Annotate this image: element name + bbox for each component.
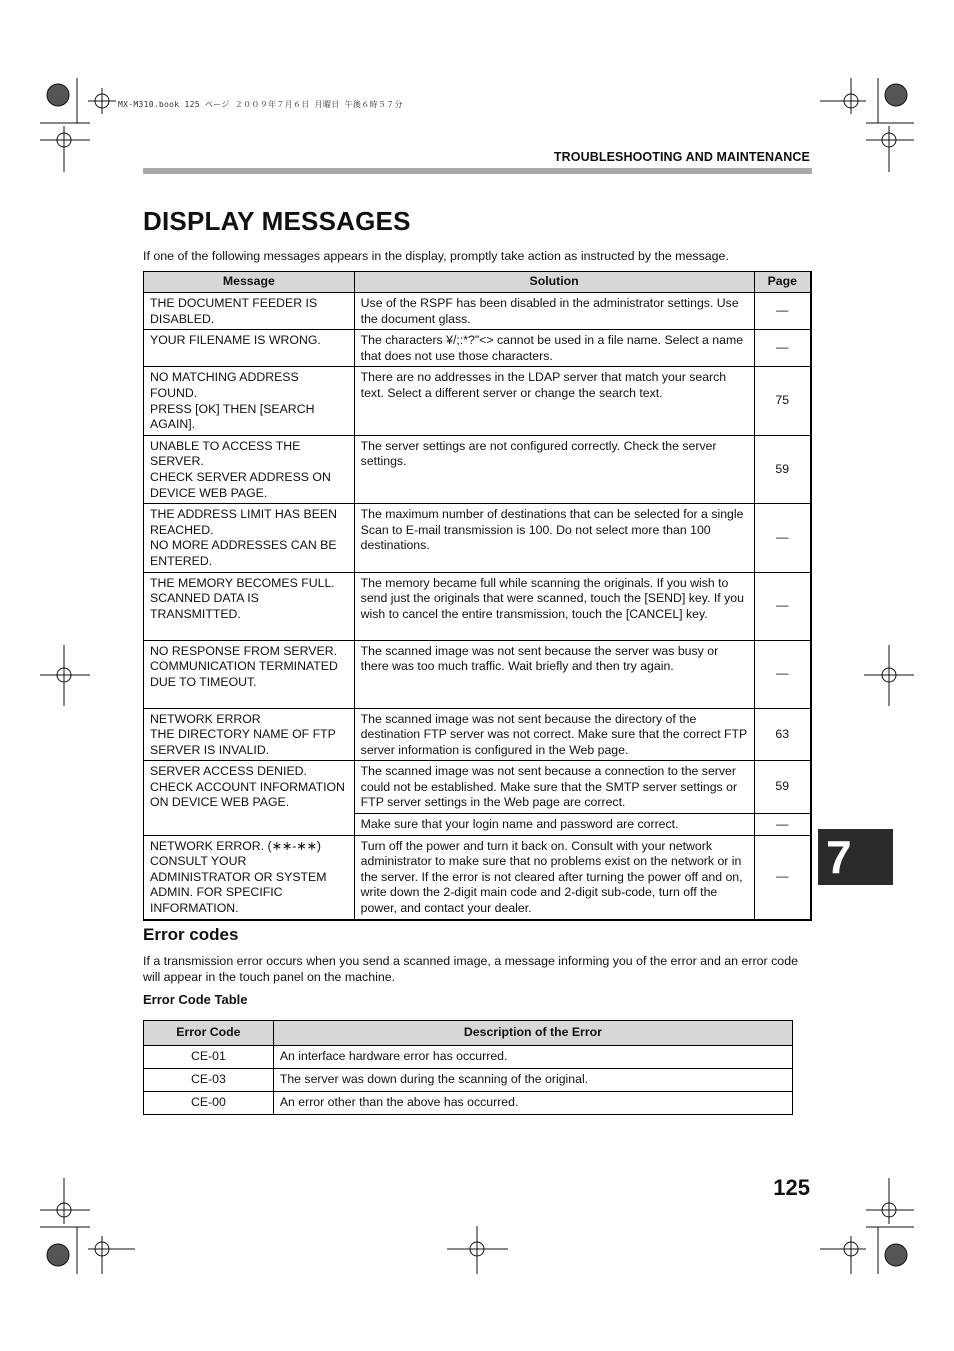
error-codes-heading: Error codes — [143, 925, 239, 944]
display-messages-table — [143, 271, 812, 921]
header-rule — [143, 168, 812, 174]
table-row — [144, 761, 812, 814]
table-row — [144, 572, 812, 640]
message-cell: NETWORK ERROR THE DIRECTORY NAME OF FTP SERVER IS INVALID. — [144, 708, 355, 761]
message-cell: UNABLE TO ACCESS THE SERVER. CHECK SERVER ADDRESS ON DEVICE WEB PAGE. — [144, 435, 355, 503]
table-row — [144, 708, 812, 761]
table-row — [144, 293, 812, 330]
error-code-cell: CE-01 — [144, 1046, 274, 1069]
solution-cell: The scanned image was not sent because a connection to the server could not be established. Make sure that the SMTP server settings or FTP server settings in the Web page are correct. — [354, 761, 754, 814]
message-cell: THE MEMORY BECOMES FULL. SCANNED DATA IS TRANSMITTED. — [144, 572, 355, 640]
table-header-row — [144, 272, 812, 293]
solution-cell: There are no addresses in the LDAP server that match your search text. Select a different server or change the search text. — [354, 367, 754, 435]
table-row — [144, 435, 812, 503]
message-cell: YOUR FILENAME IS WRONG. — [144, 330, 355, 367]
intro-text: If one of the following messages appears in the display, promptly take action as instructed by the message. — [143, 249, 729, 263]
column-header-message: Message — [144, 272, 355, 293]
solution-cell: Turn off the power and turn it back on. Consult with your network administrator to make sure that no problems exist on the network or in the server. If the error is not cleared after turning the power off and on, write down the 2-digit main code and 2-digit sub-code, turn off the power, and contact your dealer. — [354, 835, 754, 919]
table-row — [144, 1092, 793, 1115]
solution-cell: Make sure that your login name and password are correct. — [354, 814, 754, 836]
page-cell: — — [754, 293, 811, 330]
error-code-cell: CE-03 — [144, 1069, 274, 1092]
solution-cell: The server settings are not configured correctly. Check the server settings. — [354, 435, 754, 503]
table-row — [144, 330, 812, 367]
error-codes-intro: If a transmission error occurs when you send a scanned image, a message informing you of the error and an error code will appear in the touch panel on the machine. — [143, 954, 798, 984]
page-cell: 75 — [754, 367, 811, 435]
page-cell: — — [754, 504, 811, 572]
error-code-cell: CE-00 — [144, 1092, 274, 1115]
column-header-error-code: Error Code — [144, 1021, 274, 1046]
page-cell: — — [754, 572, 811, 640]
column-header-page: Page — [754, 272, 811, 293]
error-description-cell: The server was down during the scanning of the original. — [273, 1069, 792, 1092]
error-code-table — [143, 1020, 793, 1115]
table-row — [144, 1046, 793, 1069]
table-row — [144, 504, 812, 572]
page-title: DISPLAY MESSAGES — [143, 206, 411, 236]
solution-cell: The scanned image was not sent because the directory of the destination FTP server was not correct. Make sure that the correct FTP server information is configured in the Web page. — [354, 708, 754, 761]
page-cell: — — [754, 814, 811, 836]
message-cell: THE ADDRESS LIMIT HAS BEEN REACHED. NO MORE ADDRESSES CAN BE ENTERED. — [144, 504, 355, 572]
table-header-row — [144, 1021, 793, 1046]
message-cell: NETWORK ERROR. (∗∗-∗∗) CONSULT YOUR ADMINISTRATOR OR SYSTEM ADMIN. FOR SPECIFIC INFORMATION. — [144, 835, 355, 919]
solution-cell: The memory became full while scanning the originals. If you wish to send just the originals that were scanned, touch the [SEND] key. If you wish to cancel the entire transmission, touch the [CANCEL] key. — [354, 572, 754, 640]
solution-cell: The scanned image was not sent because the server was busy or there was too much traffic. Wait briefly and then try again. — [354, 640, 754, 708]
message-cell: NO RESPONSE FROM SERVER. COMMUNICATION TERMINATED DUE TO TIMEOUT. — [144, 640, 355, 708]
solution-cell: The characters ¥/;:*?"<> cannot be used in a file name. Select a name that does not use those characters. — [354, 330, 754, 367]
error-description-cell: An error other than the above has occurred. — [273, 1092, 792, 1115]
print-metadata-line: MX-M310.book 125 ページ ２００９年７月６日 月曜日 午後６時５７分 — [118, 100, 403, 109]
solution-cell: The maximum number of destinations that can be selected for a single Scan to E-mail transmission is 100. Do not select more than 100 destinations. — [354, 504, 754, 572]
message-cell: NO MATCHING ADDRESS FOUND. PRESS [OK] THEN [SEARCH AGAIN]. — [144, 367, 355, 435]
error-code-table-heading: Error Code Table — [143, 992, 248, 1007]
table-row — [144, 835, 812, 919]
column-header-description: Description of the Error — [273, 1021, 792, 1046]
solution-cell: Use of the RSPF has been disabled in the administrator settings. Use the document glass. — [354, 293, 754, 330]
error-description-cell: An interface hardware error has occurred. — [273, 1046, 792, 1069]
message-cell: SERVER ACCESS DENIED. CHECK ACCOUNT INFORMATION ON DEVICE WEB PAGE. — [144, 761, 355, 835]
page-cell: 63 — [754, 708, 811, 761]
message-cell: THE DOCUMENT FEEDER IS DISABLED. — [144, 293, 355, 330]
table-row — [144, 1069, 793, 1092]
page-number: 125 — [773, 1175, 810, 1200]
section-header: TROUBLESHOOTING AND MAINTENANCE — [553, 150, 810, 164]
chapter-tab: 7 — [818, 829, 893, 885]
page-cell: 59 — [754, 761, 811, 814]
page-cell: — — [754, 835, 811, 919]
page-cell: — — [754, 640, 811, 708]
table-row — [144, 640, 812, 708]
table-row — [144, 367, 812, 435]
column-header-solution: Solution — [354, 272, 754, 293]
page-cell: — — [754, 330, 811, 367]
page-cell: 59 — [754, 435, 811, 503]
